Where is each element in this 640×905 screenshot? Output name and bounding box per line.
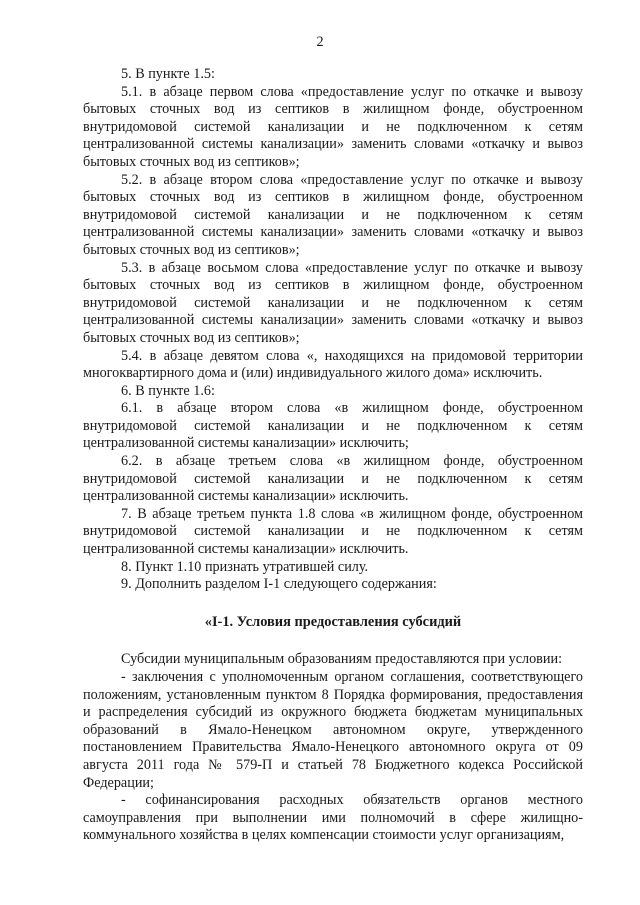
page-number: 2 [316,34,324,50]
paragraph-item-5: 5. В пункте 1.5: [121,66,215,82]
paragraph-condition-cofinancing: - софинансирования расходных обязательств органов местного самоуправления при выполнении ими полномочий в сфере жилищно-коммунального хозяйства в целях компенсации стоимости услуг организациям, [83,792,583,844]
paragraph-conditions-intro: Субсидии муниципальным образованиям предоставляются при условии: [121,651,563,668]
paragraph-item-5-4: 5.4. в абзаце девятом слова «, находящихся на придомовой территории многоквартирного дома и (или) индивидуального жилого дома» исключить. [83,347,583,382]
paragraph-item-8: 8. Пункт 1.10 признать утратившей силу. [121,558,369,575]
paragraph-item-6-1: 6.1. в абзаце втором слова «в жилищном фонде, обустроенном внутридомовой системой канализации и не подключенном к сетям централизованной системы канализации» исключить; [83,400,583,452]
paragraph-item-5-3: 5.3. в абзаце восьмом слова «предоставление услуг по откачке и вывозу бытовых сточных вод из септиков в жилищном фонде, обустроенном внутридомовой системой канализации и не подключенном к сетям централизованной системы канализации» заменить словами «откачку и вывоз бытовых сточных вод из септиков»; [83,259,583,346]
paragraph-condition-agreement: - заключения с уполномоченным органом соглашения, соответствующего положениям, установленным пунктом 8 Порядка формирования, предоставления и распределения субсидий из окружного бюджета бюджетам муниципальных образований в Ямало-Ненецком автономном округе, утвержденного постановлением Правительства Ямало-Ненецкого автономного округа от 09 августа 2011 года № 579-П и статьей 78 Бюджетного кодекса Российской Федерации; [83,669,583,791]
paragraph-item-9: 9. Дополнить разделом I-1 следующего содержания: [121,576,437,593]
paragraph-item-6: 6. В пункте 1.6: [121,382,215,399]
paragraph-item-5-1: 5.1. в абзаце первом слова «предоставление услуг по откачке и вывозу бытовых сточных вод из септиков в жилищном фонде, обустроенном внутридомовой системой канализации и не подключенном к сетям централизованной системы канализации» заменить словами «откачку и вывоз бытовых сточных вод из септиков»; [83,83,583,170]
document-body [83,66,583,845]
paragraph-item-5-2: 5.2. в абзаце втором слова «предоставление услуг по откачке и вывозу бытовых сточных вод из септиков в жилищном фонде, обустроенном внутридомовой системой канализации и не подключенном к сетям централизованной системы канализации» заменить словами «откачку и вывоз бытовых сточных вод из септиков»; [83,171,583,258]
section-heading: «I-1. Условия предоставления субсидий [204,613,462,630]
paragraph-item-7: 7. В абзаце третьем пункта 1.8 слова «в жилищном фонде, обустроенном внутридомовой системой канализации и не подключенном к сетям централизованной системы канализации» исключить. [83,505,583,558]
paragraph-item-6-2: 6.2. в абзаце третьем слова «в жилищном фонде, обустроенном внутридомовой системой канализации и не подключенном к сетям централизованной системы канализации» исключить. [83,453,583,505]
